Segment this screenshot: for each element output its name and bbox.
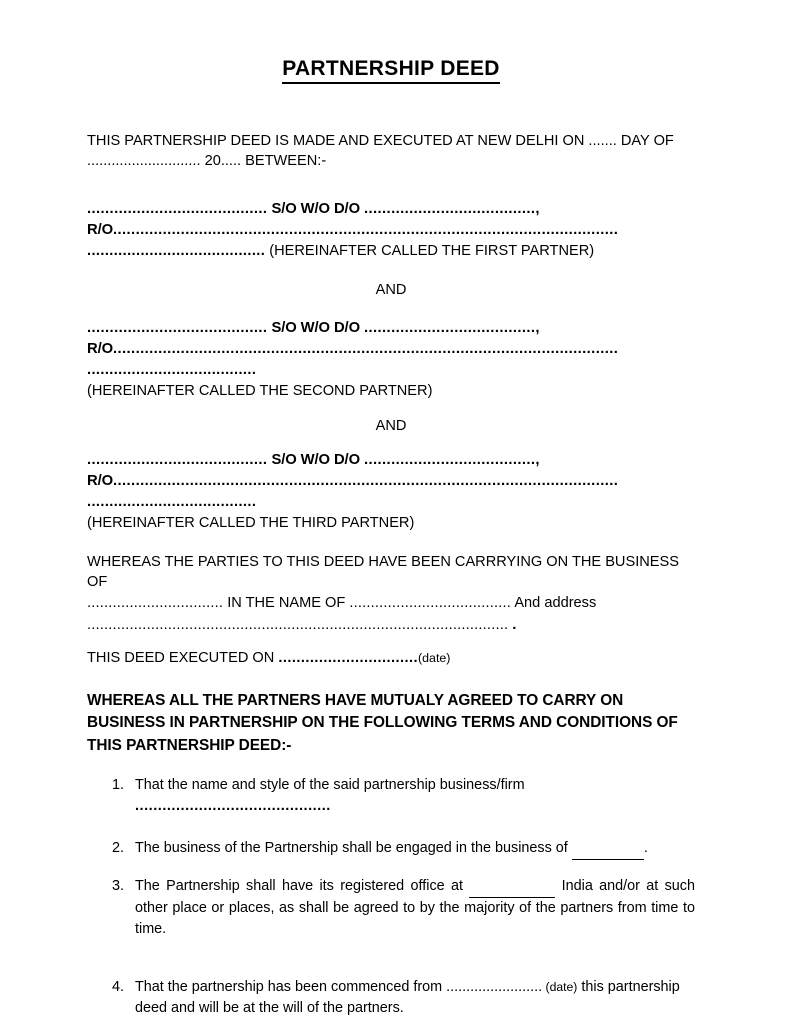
party-third-residence-label: R/O (87, 473, 114, 490)
terms-item-2-text-after: . (643, 840, 648, 857)
page-title (87, 0, 695, 84)
recital-business-dots: ................................ (87, 595, 224, 612)
executed-on-line (87, 648, 695, 669)
terms-item-4 (87, 977, 695, 1020)
intro-line-1: THIS PARTNERSHIP DEED IS MADE AND EXECUTED AT NEW DELHI ON ....... DAY OF (87, 133, 674, 150)
agreement-heading: WHEREAS ALL THE PARTNERS HAVE MUTUALY AGREED TO CARRY ON BUSINESS IN PARTNERSHIP ON THE FOLLOWING TERMS AND CONDITIONS OF THIS PARTNERSHIP DEED:- (87, 692, 678, 754)
terms-item-4-text-after: this partnership deed and will be at the will of the partners. (135, 978, 680, 1017)
terms-item-4-dots: ........................ (446, 978, 543, 995)
party-third-residence-continuation-line (87, 492, 695, 513)
page-title-text: PARTNERSHIP DEED (282, 56, 500, 84)
party-first-relation-dots: ......................................, (364, 201, 540, 218)
recital-address-dots: ................................................................................................... (87, 616, 509, 633)
terms-item-3-number: 3. (112, 877, 125, 894)
terms-item-1-number: 1. (112, 776, 125, 793)
party-second-name-dots: ........................................ (87, 320, 268, 337)
party-second-residence-dots: ................................................................................................................ (113, 341, 619, 358)
party-first-residence-continuation-dots: ........................................ (87, 243, 266, 260)
party-first-relation-label: S/O W/O D/O (271, 201, 360, 218)
party-second-designation: (HEREINAFTER CALLED THE SECOND PARTNER) (87, 383, 433, 400)
terms-list (87, 775, 695, 1020)
recital-line-3 (87, 614, 695, 636)
conjunction-and-1: AND (375, 282, 407, 298)
party-third-name-line (87, 450, 695, 471)
terms-item-2-blank-field[interactable] (572, 846, 644, 860)
party-second-residence-continuation-line (87, 360, 695, 381)
party-first-residence-label: R/O (87, 222, 114, 239)
party-second-residence-label: R/O (87, 341, 114, 358)
party-third-relation-dots: ......................................, (364, 452, 540, 469)
terms-item-1 (87, 775, 695, 819)
recital-paragraph (87, 552, 695, 636)
terms-item-3-text-after: India and/or at such other place or places, as shall be agreed to by the majority of the partners from time to time. (135, 877, 695, 938)
party-second-relation-dots: ......................................, (364, 320, 540, 337)
party-third-name-dots: ........................................ (87, 452, 268, 469)
terms-item-3 (87, 876, 695, 941)
party-second-relation-label: S/O W/O D/O (271, 320, 360, 337)
party-third-residence-dots: ................................................................................................................ (113, 473, 619, 490)
party-first-designation-line (87, 241, 695, 262)
terms-item-2-body (135, 838, 695, 860)
recital-firm-dots: ...................................... (349, 595, 512, 612)
party-first-residence-line (87, 220, 695, 241)
terms-item-2-number: 2. (112, 840, 125, 857)
intro-line-2: ............................ 20..... BETWEEN:- (87, 152, 327, 169)
intro-paragraph (87, 132, 695, 171)
party-first-name-dots: ........................................ (87, 201, 268, 218)
terms-item-1-text: That the name and style of the said partnership business/firm (135, 776, 525, 793)
terms-item-2-text-before: The business of the Partnership shall be engaged in the business of (135, 840, 572, 857)
party-second-name-line (87, 318, 695, 339)
party-second-residence-line (87, 339, 695, 360)
party-third-designation: (HEREINAFTER CALLED THE THIRD PARTNER) (87, 515, 415, 531)
terms-item-1-dots: ........................................... (135, 798, 331, 815)
recital-end-dot: . (512, 615, 517, 633)
party-first-name-line (87, 199, 695, 220)
party-block-first (87, 199, 695, 262)
conjunction-and-2: AND (375, 417, 407, 434)
terms-item-3-text-before: The Partnership shall have its registered office at (135, 877, 470, 894)
terms-item-4-text-before: That the partnership has been commenced from (135, 978, 447, 995)
party-first-designation: (HEREINAFTER CALLED THE FIRST PARTNER) (269, 243, 595, 260)
terms-item-4-body (135, 977, 695, 1020)
recital-address-label: And address (511, 595, 597, 612)
recital-name-of-label: IN THE NAME OF (223, 595, 350, 612)
executed-on-date-label: (date) (418, 650, 451, 665)
terms-item-3-body (135, 876, 695, 941)
recital-line-2 (87, 593, 695, 614)
party-third-relation-label: S/O W/O D/O (271, 452, 360, 469)
document-body (87, 0, 695, 1024)
party-block-third (87, 450, 695, 533)
terms-item-4-number: 4. (112, 978, 125, 995)
terms-item-3-blank-field[interactable] (469, 884, 555, 898)
party-third-residence-line (87, 471, 695, 492)
party-second-residence-continuation-dots: ...................................... (87, 362, 257, 379)
terms-item-4-date-label: (date) (542, 979, 578, 994)
party-block-second (87, 318, 695, 401)
executed-on-dots: ............................... (278, 649, 419, 666)
executed-on-prefix: THIS DEED EXECUTED ON (87, 649, 279, 666)
terms-item-2 (87, 838, 695, 860)
party-third-residence-continuation-dots: ...................................... (87, 494, 257, 511)
recital-line-1: WHEREAS THE PARTIES TO THIS DEED HAVE BEEN CARRRYING ON THE BUSINESS OF (87, 553, 679, 591)
party-first-residence-dots: ................................................................................................................ (113, 222, 619, 239)
